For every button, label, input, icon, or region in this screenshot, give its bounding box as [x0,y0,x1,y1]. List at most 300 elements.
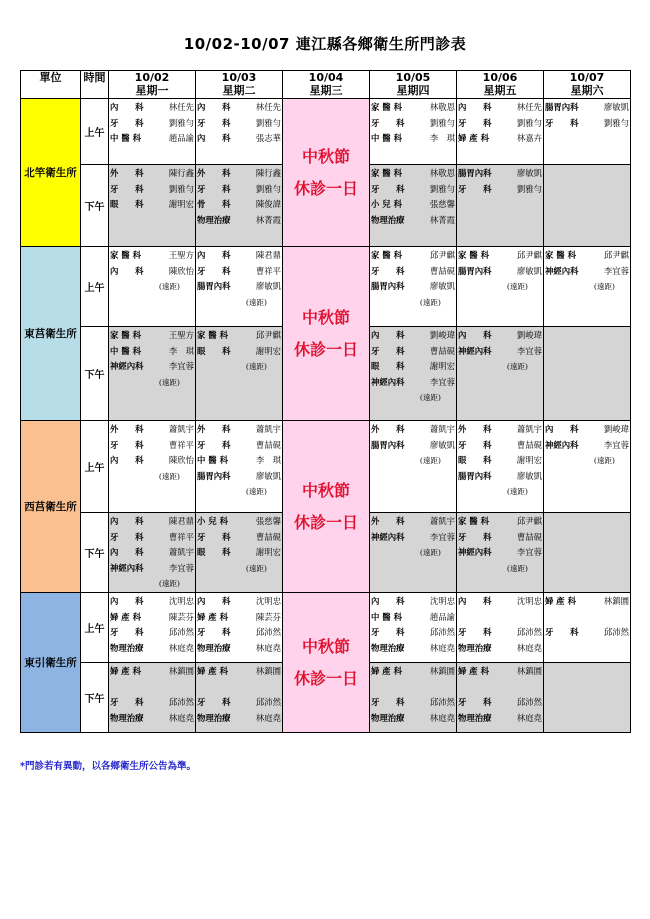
department: 牙 科 [371,183,405,194]
department: 物理治療 [197,214,231,225]
schedule-entry [197,166,281,182]
doctor: 曹喆硯 [429,265,455,276]
period-am: 上午 [81,593,109,663]
department: 家 醫 科 [371,102,402,112]
department: 內 科 [110,455,144,465]
doctor: 劉雅勻 [168,117,194,128]
department: 牙 科 [458,183,492,194]
doctor: 曹祥平 [168,439,194,450]
schedule-entry [458,530,542,546]
schedule-table [20,70,631,733]
department: 眼 科 [197,345,231,356]
doctor: 邱尹麒 [429,250,455,260]
doctor: 李宜蓉 [429,376,455,387]
schedule-cell [196,421,283,513]
doctor: 李宜蓉 [516,547,542,557]
department: 物理治療 [371,642,405,653]
doctor: 林任先 [255,102,281,112]
doctor: 林鎮圜 [603,596,629,606]
schedule-cell [196,247,283,327]
doctor: 廖敏凱 [255,281,281,291]
day-weekday: 星期四 [396,84,430,97]
schedule-entry [458,641,542,657]
schedule-entry [458,344,542,360]
page-title: 10/02-10/07 連江縣各鄉衛生所門診表 [183,35,467,53]
schedule-cell [196,663,283,733]
department: 牙 科 [545,627,579,637]
day-weekday: 星期三 [309,84,343,97]
department: 家 醫 科 [371,250,402,260]
day-weekday: 星期一 [135,84,169,97]
department: 物理治療 [458,712,492,723]
department: 外 科 [110,424,144,434]
schedule-cell [457,421,544,513]
schedule-entry [458,514,542,530]
schedule-entry [371,197,455,213]
doctor: 林庭堯 [516,642,542,653]
period-pm: 下午 [81,663,109,733]
department: 牙 科 [110,439,144,450]
doctor: 曹喆硯 [516,439,542,450]
doctor: 林庭堯 [429,712,455,723]
department: 神經內科 [545,265,579,276]
holiday-title: 中秋節 [301,146,350,166]
doctor: 沈明忠 [429,596,455,606]
doctor: 林鎮圜 [429,666,455,676]
schedule-entry [110,422,194,438]
blank-line [197,680,281,696]
schedule-cell [544,593,631,663]
doctor: 李宜蓉 [603,265,629,276]
schedule-entry [371,213,455,229]
schedule-entry [371,610,455,626]
doctor: 陳芸芬 [255,611,281,622]
department: 牙 科 [545,117,579,128]
schedule-entry [458,328,542,344]
department: 物理治療 [458,642,492,653]
schedule-entry [371,359,455,375]
department: 腸胃內科 [197,470,231,481]
schedule-cell [457,513,544,593]
doctor: 趙品諭 [168,133,194,143]
department: 眼 科 [197,547,231,557]
doctor: 沈明忠 [516,596,542,606]
doctor: 謝明宏 [255,547,281,557]
doctor: 劉雅勻 [255,183,281,194]
unit-name: 東引衛生所 [21,593,81,733]
doctor: 蕭凱宇 [168,424,194,434]
doctor: 陳君鼎 [255,250,281,260]
day-header [544,71,631,99]
doctor: 林庭堯 [255,712,281,723]
period-pm: 下午 [81,513,109,593]
schedule-entry [110,711,194,727]
remote-note: (遠距) [245,563,267,573]
doctor: 張慈馨 [255,516,281,526]
doctor: 劉雅勻 [168,183,194,194]
schedule-cell [109,513,196,593]
unit-name: 西莒衛生所 [21,421,81,593]
remote-note: (遠距) [245,487,267,496]
remote-note: (遠距) [245,297,267,307]
day-date: 10/02 [134,71,170,84]
department: 內 科 [197,596,231,606]
schedule-cell [109,663,196,733]
department: 家 醫 科 [545,250,576,260]
schedule-entry [371,264,455,280]
schedule-entry [110,453,194,469]
doctor: 劉雅勻 [516,183,542,194]
department: 內 科 [458,330,492,340]
department: 牙 科 [371,265,405,276]
schedule-entry [458,438,542,454]
department: 神經內科 [371,531,405,542]
schedule-cell [544,421,631,513]
department: 中 醫 科 [110,133,141,143]
doctor: 劉雅勻 [255,117,281,128]
schedule-entry [197,116,281,132]
schedule-entry [545,116,629,132]
department: 牙 科 [197,117,231,128]
schedule-entry [197,530,281,546]
doctor: 林庭堯 [168,712,194,723]
schedule-entry [458,453,542,469]
schedule-entry [197,328,281,344]
schedule-entry [197,664,281,680]
day-header [457,71,544,99]
doctor: 林任先 [516,102,542,112]
schedule-entry [197,625,281,641]
schedule-cell [544,247,631,327]
remote-note: (遠距) [506,282,528,291]
doctor: 曹祥平 [168,531,194,542]
schedule-entry [371,530,455,546]
schedule-entry [110,264,194,280]
doctor: 廖敏凱 [516,265,542,276]
schedule-entry [110,116,194,132]
doctor: 邱沛然 [255,627,281,637]
department: 牙 科 [458,627,492,637]
remote-note: (遠距) [158,377,180,387]
doctor: 李 琪 [168,345,194,356]
department: 神經內科 [458,547,492,557]
holiday-closed: 休診一日 [293,668,358,688]
doctor: 廖敏凱 [429,281,455,291]
doctor: 曹祥平 [255,265,281,276]
doctor: 陳君鼎 [168,516,194,526]
department: 腸胃內科 [458,168,492,178]
schedule-entry [371,514,455,530]
department: 物理治療 [110,712,144,723]
department: 婦 產 科 [110,611,141,622]
doctor: 曹喆硯 [429,345,455,356]
department: 內 科 [545,424,579,434]
doctor: 林任先 [168,102,194,112]
schedule-entry [197,100,281,116]
department: 牙 科 [110,697,144,707]
day-date: 10/04 [308,71,344,84]
remote-note: (遠距) [245,362,267,371]
department: 家 醫 科 [371,168,402,178]
schedule-entry [110,359,194,375]
schedule-entry [458,182,542,198]
schedule-entry [545,248,629,264]
day-weekday: 星期二 [222,84,256,97]
department: 中 醫 科 [197,455,228,465]
schedule-entry [110,166,194,182]
doctor: 林庭堯 [429,642,455,653]
department: 內 科 [458,102,492,112]
schedule-entry [371,248,455,264]
schedule-entry [371,438,455,454]
department: 神經內科 [371,376,405,387]
blank-line [458,610,542,626]
schedule-entry [458,711,542,727]
schedule-entry [110,625,194,641]
schedule-cell [370,513,457,593]
schedule-cell [457,165,544,247]
doctor: 劉雅勻 [603,117,629,128]
department: 牙 科 [458,697,492,707]
schedule-entry [458,248,542,264]
doctor: 陳欣怡 [168,265,194,276]
blank-line [545,610,629,626]
day-weekday: 星期五 [483,84,517,97]
day-date: 10/06 [482,71,518,84]
footnote: *門診若有異動，以各鄉衛生所公告為準。 [20,761,196,772]
doctor: 林嘉卉 [516,133,542,143]
department: 牙 科 [458,117,492,128]
doctor: 林庭堯 [255,642,281,653]
schedule-entry [197,594,281,610]
doctor: 沈明忠 [168,596,194,606]
department: 內 科 [371,330,405,340]
schedule-entry [371,344,455,360]
department: 腸胃內科 [371,281,405,291]
schedule-entry [371,279,455,295]
schedule-entry [458,131,542,147]
schedule-entry [371,328,455,344]
doctor: 謝明宏 [168,199,194,209]
schedule-entry [371,422,455,438]
doctor: 陳俊諱 [255,199,281,209]
doctor: 謝明宏 [255,345,281,356]
schedule-entry [110,561,194,577]
schedule-entry [197,469,281,485]
doctor: 謝明宏 [429,361,455,371]
day-weekday: 星期六 [570,84,604,97]
doctor: 蕭凱宇 [429,516,455,526]
doctor: 張慈馨 [429,199,455,209]
doctor: 陳行鑫 [255,168,281,178]
holiday-title: 中秋節 [301,636,350,656]
schedule-row [21,247,631,327]
department: 內 科 [458,596,492,606]
schedule-cell [109,327,196,421]
holiday-closed: 休診一日 [293,512,358,532]
department: 牙 科 [371,117,405,128]
schedule-cell [544,327,631,421]
schedule-entry [110,695,194,711]
department: 牙 科 [110,117,144,128]
schedule-cell [544,663,631,733]
period-pm: 下午 [81,165,109,247]
schedule-entry [197,453,281,469]
schedule-cell [457,663,544,733]
department: 牙 科 [110,531,144,542]
schedule-entry [371,625,455,641]
schedule-cell [544,165,631,247]
unit-header: 單位 [21,71,81,99]
schedule-entry [110,594,194,610]
doctor: 邱沛然 [429,627,455,637]
department: 婦 產 科 [458,666,489,676]
holiday-closed: 休診一日 [293,178,358,198]
doctor: 蕭凱宇 [168,547,194,557]
department: 婦 產 科 [458,133,489,143]
schedule-cell [370,247,457,327]
doctor: 廖敏凱 [429,439,455,450]
doctor: 邱沛然 [603,627,629,637]
doctor: 林鎮圜 [255,666,281,676]
doctor: 李 琪 [255,455,281,465]
department: 腸胃內科 [197,281,231,291]
day-date: 10/07 [569,71,605,84]
department: 物理治療 [371,214,405,225]
department: 婦 產 科 [371,666,402,676]
doctor: 邱沛然 [516,697,542,707]
period-am: 上午 [81,421,109,513]
department: 牙 科 [197,265,231,276]
schedule-entry [371,116,455,132]
remote-note: (遠距) [158,282,180,291]
department: 家 醫 科 [458,250,489,260]
department: 內 科 [110,516,144,526]
schedule-entry [110,530,194,546]
schedule-entry [197,641,281,657]
department: 內 科 [197,133,231,143]
holiday-title: 中秋節 [301,480,350,500]
schedule-entry [458,625,542,641]
schedule-cell [457,593,544,663]
schedule-entry [458,166,542,182]
schedule-entry [371,664,455,680]
department: 內 科 [110,102,144,112]
doctor: 李宜蓉 [168,562,194,573]
doctor: 李宜蓉 [516,345,542,356]
period-am: 上午 [81,99,109,165]
schedule-entry [110,182,194,198]
schedule-entry [458,116,542,132]
schedule-cell [196,165,283,247]
doctor: 蕭凱宇 [516,424,542,434]
header-row [21,71,631,99]
schedule-entry [197,182,281,198]
department: 神經內科 [458,345,492,356]
schedule-entry [110,248,194,264]
schedule-entry [197,610,281,626]
doctor: 林鎮圜 [168,666,194,676]
department: 物理治療 [110,642,144,653]
schedule-entry [371,100,455,116]
schedule-entry [197,695,281,711]
schedule-entry [545,594,629,610]
doctor: 林菁霞 [255,214,281,225]
department: 中 醫 科 [110,345,141,356]
schedule-cell [457,99,544,165]
department: 牙 科 [110,183,144,194]
day-date: 10/05 [395,71,431,84]
doctor: 林敬恩 [429,102,455,112]
holiday-cell [283,247,370,421]
schedule-entry [545,264,629,280]
schedule-cell [109,99,196,165]
schedule-entry [110,131,194,147]
department: 婦 產 科 [197,666,228,676]
department: 神經內科 [545,439,579,450]
schedule-entry [197,514,281,530]
remote-note: (遠距) [158,471,180,481]
doctor: 廖敏凱 [603,102,629,112]
doctor: 蕭凱宇 [429,424,455,434]
schedule-entry [458,594,542,610]
remote-note: (遠距) [419,393,441,402]
schedule-entry [197,438,281,454]
holiday-title: 中秋節 [301,307,350,327]
schedule-entry [458,664,542,680]
schedule-cell [457,247,544,327]
schedule-cell [109,165,196,247]
doctor: 林庭堯 [168,642,194,653]
schedule-cell [109,421,196,513]
schedule-entry [110,438,194,454]
schedule-entry [458,695,542,711]
schedule-entry [110,197,194,213]
department: 牙 科 [197,439,231,450]
schedule-entry [110,100,194,116]
unit-name: 北竿衛生所 [21,99,81,247]
holiday-cell [283,421,370,593]
department: 外 科 [197,168,231,178]
schedule-entry [197,264,281,280]
department: 物理治療 [197,712,231,723]
doctor: 趙品諭 [429,611,455,622]
doctor: 張志華 [255,133,281,143]
department: 外 科 [197,424,231,434]
doctor: 林菁霞 [429,214,455,225]
department: 腸胃內科 [545,102,579,112]
department: 外 科 [110,168,144,178]
schedule-cell [196,513,283,593]
period-am: 上午 [81,247,109,327]
schedule-cell [544,513,631,593]
department: 牙 科 [110,627,144,637]
holiday-closed: 休診一日 [293,339,358,359]
doctor: 邱尹麒 [255,330,281,340]
doctor: 李宜蓉 [603,439,629,450]
doctor: 劉雅勻 [429,117,455,128]
schedule-entry [458,264,542,280]
department: 內 科 [197,102,231,112]
department: 家 醫 科 [110,330,141,340]
holiday-cell [283,99,370,247]
department: 牙 科 [371,627,405,637]
department: 家 醫 科 [110,250,141,260]
schedule-entry [545,438,629,454]
schedule-entry [197,279,281,295]
doctor: 謝明宏 [516,455,542,465]
schedule-cell [370,99,457,165]
